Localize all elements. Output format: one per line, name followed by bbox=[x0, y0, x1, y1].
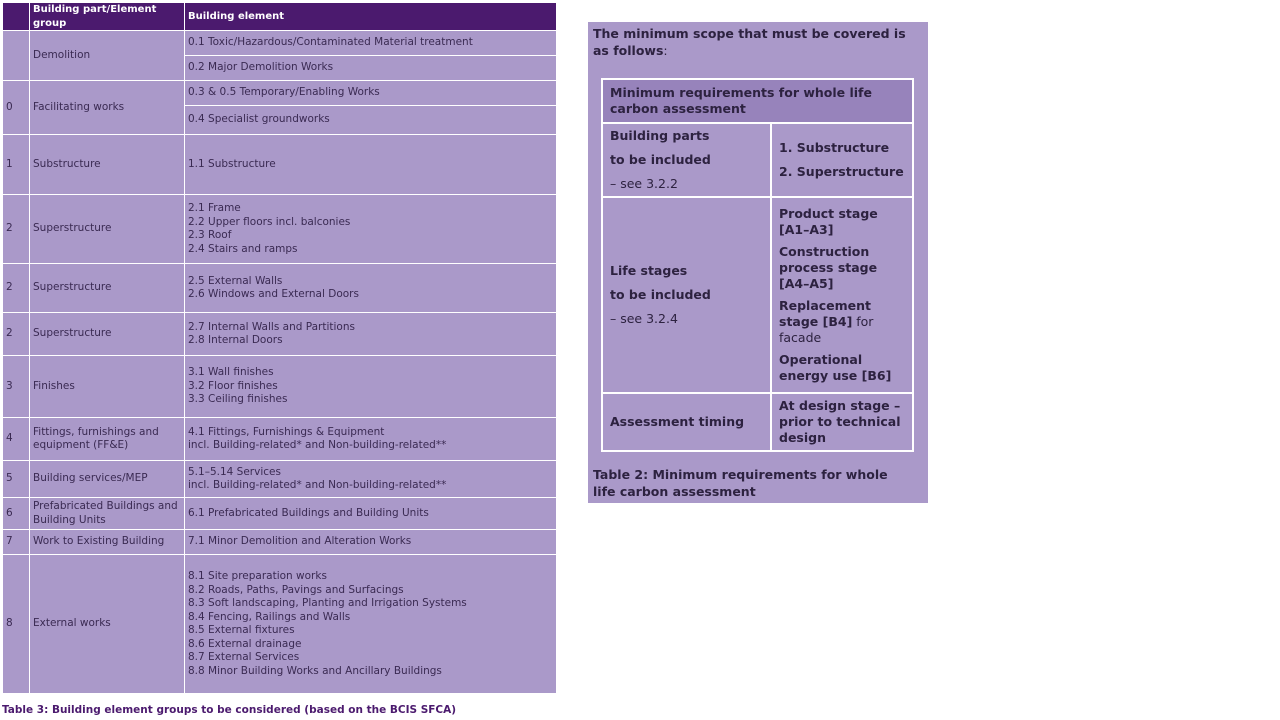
row-elements: 0.2 Major Demolition Works bbox=[185, 56, 557, 81]
stage-replacement-plain: for facade bbox=[779, 314, 874, 345]
building-elements-table bbox=[2, 2, 557, 694]
row-group: Superstructure bbox=[30, 264, 185, 313]
row-number: 5 bbox=[3, 461, 30, 498]
row-number: 1 bbox=[3, 135, 30, 195]
table-row bbox=[3, 135, 557, 195]
table-row bbox=[3, 264, 557, 313]
row-number bbox=[3, 31, 30, 81]
stage-replacement-bold: Replacement stage [B4] bbox=[779, 298, 872, 329]
row-elements: 4.1 Fittings, Furnishings & Equipment incl. Building-related* and Non-building-related** bbox=[185, 418, 557, 461]
row-number: 2 bbox=[3, 313, 30, 356]
row-number: 3 bbox=[3, 356, 30, 418]
t2-life-stages-label bbox=[602, 197, 771, 393]
row-group: Fittings, furnishings and equipment (FF&E) bbox=[30, 418, 185, 461]
table-row bbox=[3, 418, 557, 461]
life-stages-label-line1: Life stages bbox=[610, 263, 688, 278]
panel-intro bbox=[593, 25, 923, 59]
t2-row-timing bbox=[602, 393, 913, 451]
stage-construction: Construction process stage [A4–A5] bbox=[779, 244, 878, 291]
row-elements: 2.5 External Walls 2.6 Windows and External Doors bbox=[185, 264, 557, 313]
header-building-part: Building part/Element group bbox=[30, 3, 185, 31]
row-group: Work to Existing Building bbox=[30, 530, 185, 555]
row-group: Substructure bbox=[30, 135, 185, 195]
row-elements: 0.3 & 0.5 Temporary/Enabling Works bbox=[185, 81, 557, 106]
table-row bbox=[3, 81, 557, 106]
header-number bbox=[3, 3, 30, 31]
row-group: Finishes bbox=[30, 356, 185, 418]
row-group: Facilitating works bbox=[30, 81, 185, 135]
panel-intro-bold: The minimum scope that must be covered is as follows bbox=[593, 26, 906, 58]
life-stages-ref: – see 3.2.4 bbox=[610, 311, 678, 326]
panel-intro-tail: : bbox=[663, 43, 668, 58]
row-group: Demolition bbox=[30, 31, 185, 81]
table-row bbox=[3, 356, 557, 418]
header-building-element: Building element bbox=[185, 3, 557, 31]
row-number: 6 bbox=[3, 498, 30, 530]
table-row bbox=[3, 530, 557, 555]
stage-product: Product stage [A1–A3] bbox=[779, 206, 878, 237]
table-row bbox=[3, 195, 557, 264]
row-number: 0 bbox=[3, 81, 30, 135]
table2-caption: Table 2: Minimum requirements for whole life carbon assessment bbox=[593, 467, 888, 499]
row-group: Superstructure bbox=[30, 195, 185, 264]
row-number: 4 bbox=[3, 418, 30, 461]
row-number: 2 bbox=[3, 195, 30, 264]
building-part-substructure: 1. Substructure bbox=[779, 140, 890, 155]
t2-row-building-parts bbox=[602, 123, 913, 197]
row-number: 8 bbox=[3, 555, 30, 694]
life-stages-label-line2: to be included bbox=[610, 287, 711, 302]
table-row bbox=[3, 555, 557, 694]
row-elements: 1.1 Substructure bbox=[185, 135, 557, 195]
table3-caption: Table 3: Building element groups to be considered (based on the BCIS SFCA) bbox=[2, 704, 457, 716]
row-elements: 5.1–5.14 Services incl. Building-related* and Non-building-related** bbox=[185, 461, 557, 498]
t2-row-life-stages bbox=[602, 197, 913, 393]
stage-replacement bbox=[779, 298, 905, 346]
table-row bbox=[3, 461, 557, 498]
row-group: External works bbox=[30, 555, 185, 694]
row-number: 7 bbox=[3, 530, 30, 555]
row-elements: 8.1 Site preparation works 8.2 Roads, Paths, Pavings and Surfacings 8.3 Soft landscaping, Planting and Irrigation Systems 8.4 Fencing, Railings and Walls 8.5 External fixtures 8.6 External drainage 8.7 External Services 8.8 Minor Building Works and Ancillary Buildings bbox=[185, 555, 557, 694]
t2-building-parts-values bbox=[771, 123, 913, 197]
minimum-scope-panel bbox=[588, 22, 928, 503]
row-elements: 3.1 Wall finishes 3.2 Floor finishes 3.3 Ceiling finishes bbox=[185, 356, 557, 418]
building-parts-label-line2: to be included bbox=[610, 152, 711, 167]
row-elements: 2.1 Frame 2.2 Upper floors incl. balconies 2.3 Roof 2.4 Stairs and ramps bbox=[185, 195, 557, 264]
row-elements: 7.1 Minor Demolition and Alteration Works bbox=[185, 530, 557, 555]
stage-operational: Operational energy use [B6] bbox=[779, 352, 892, 383]
t2-building-parts-label bbox=[602, 123, 771, 197]
building-parts-ref: – see 3.2.2 bbox=[610, 176, 678, 191]
row-elements: 2.7 Internal Walls and Partitions 2.8 Internal Doors bbox=[185, 313, 557, 356]
t2-header: Minimum requirements for whole life carbon assessment bbox=[602, 79, 913, 123]
table-header-row bbox=[3, 3, 557, 31]
row-elements: 0.4 Specialist groundworks bbox=[185, 106, 557, 135]
row-group: Building services/MEP bbox=[30, 461, 185, 498]
minimum-requirements-table bbox=[601, 78, 914, 452]
row-group: Superstructure bbox=[30, 313, 185, 356]
row-elements: 6.1 Prefabricated Buildings and Building Units bbox=[185, 498, 557, 530]
row-number: 2 bbox=[3, 264, 30, 313]
t2-life-stages-values bbox=[771, 197, 913, 393]
building-part-superstructure: 2. Superstructure bbox=[779, 164, 904, 179]
table-row bbox=[3, 313, 557, 356]
building-parts-label-line1: Building parts bbox=[610, 128, 710, 143]
table-row bbox=[3, 498, 557, 530]
row-elements: 0.1 Toxic/Hazardous/Contaminated Material treatment bbox=[185, 31, 557, 56]
row-group: Prefabricated Buildings and Building Units bbox=[30, 498, 185, 530]
t2-timing-value: At design stage – prior to technical design bbox=[771, 393, 913, 451]
t2-timing-label: Assessment timing bbox=[602, 393, 771, 451]
table-row bbox=[3, 31, 557, 56]
